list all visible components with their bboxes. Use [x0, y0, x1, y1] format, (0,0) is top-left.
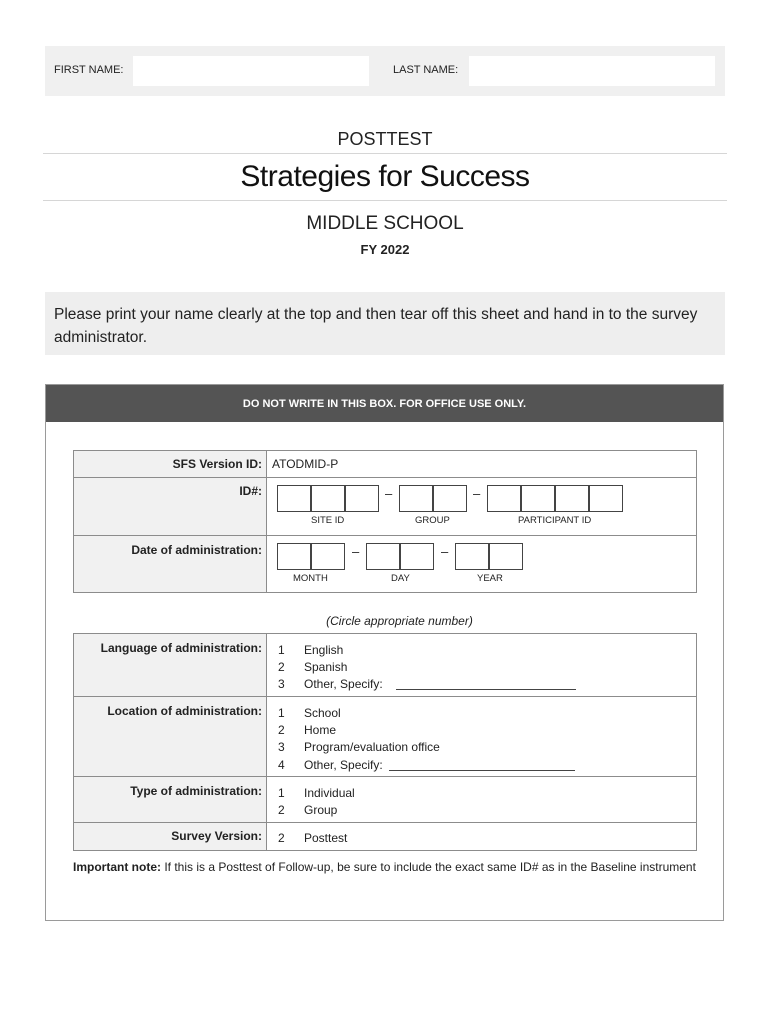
date-dash-1: –	[352, 544, 360, 559]
month-box-1[interactable]	[277, 543, 311, 570]
id-row	[74, 478, 696, 536]
language-options	[267, 634, 696, 696]
site-id-box-1[interactable]	[277, 485, 311, 512]
day-box-2[interactable]	[400, 543, 434, 570]
location-row	[74, 697, 696, 777]
language-label: Language of administration:	[74, 634, 267, 696]
office-use-box	[45, 384, 724, 921]
id-dash-1: –	[385, 486, 393, 501]
version-row	[74, 451, 696, 478]
month-box-2[interactable]	[311, 543, 345, 570]
language-option[interactable]: 3 Other, Specify:	[278, 676, 696, 693]
school-level: MIDDLE SCHOOL	[306, 213, 464, 234]
important-note	[73, 859, 703, 877]
location-option[interactable]: 4 Other, Specify:	[278, 756, 696, 773]
participant-box-1[interactable]	[487, 485, 521, 512]
participant-box-3[interactable]	[555, 485, 589, 512]
location-option[interactable]: 3 Program/evaluation office	[278, 740, 440, 755]
type-option[interactable]: 2 Group	[278, 802, 338, 817]
participant-box-2[interactable]	[521, 485, 555, 512]
year-caption: YEAR	[477, 573, 503, 584]
site-id-box-2[interactable]	[311, 485, 345, 512]
survey-version-options	[267, 823, 696, 850]
location-option[interactable]: 1 School	[278, 705, 341, 720]
important-note-label: Important note:	[73, 860, 161, 874]
first-name-field[interactable]	[133, 56, 369, 86]
last-name-field[interactable]	[469, 56, 715, 86]
date-label: Date of administration:	[74, 536, 267, 592]
type-label: Type of administration:	[74, 777, 267, 822]
id-label: ID#:	[74, 478, 267, 535]
site-id-box-3[interactable]	[345, 485, 379, 512]
language-option[interactable]: 2 Spanish	[278, 659, 348, 674]
survey-version-label: Survey Version:	[74, 823, 267, 850]
circle-instruction: (Circle appropriate number)	[326, 614, 473, 628]
id-entry	[267, 478, 696, 535]
year-box-2[interactable]	[489, 543, 523, 570]
type-row	[74, 777, 696, 823]
title-divider-top	[43, 153, 727, 154]
id-dash-2: –	[473, 486, 481, 501]
site-id-caption: SITE ID	[311, 515, 345, 526]
group-box-1[interactable]	[399, 485, 433, 512]
name-bar	[45, 46, 725, 96]
group-caption: GROUP	[415, 515, 450, 526]
participant-box-4[interactable]	[589, 485, 623, 512]
first-name-label: FIRST NAME:	[54, 64, 124, 76]
type-options	[267, 777, 696, 822]
location-option[interactable]: 2 Home	[278, 722, 337, 737]
title-divider-bottom	[43, 200, 727, 201]
office-use-heading: DO NOT WRITE IN THIS BOX. FOR OFFICE USE ONLY.	[46, 385, 723, 422]
day-caption: DAY	[391, 573, 410, 584]
group-box-2[interactable]	[433, 485, 467, 512]
form-kicker: POSTTEST	[337, 129, 433, 149]
location-options	[267, 697, 696, 776]
location-specify-line[interactable]	[389, 761, 575, 771]
location-label: Location of administration:	[74, 697, 267, 776]
participant-id-caption: PARTICIPANT ID	[518, 515, 592, 526]
instructions-box: Please print your name clearly at the top and then tear off this sheet and hand in to the survey administrator.	[45, 292, 725, 355]
month-caption: MONTH	[293, 573, 328, 584]
fiscal-year: FY 2022	[360, 242, 410, 257]
date-dash-2: –	[441, 544, 449, 559]
last-name-label: LAST NAME:	[393, 64, 459, 76]
year-box-1[interactable]	[455, 543, 489, 570]
date-row	[74, 536, 696, 593]
survey-version-option[interactable]: 2 Posttest	[278, 830, 348, 845]
language-row	[74, 634, 696, 697]
page-title: Strategies for Success	[240, 160, 530, 193]
id-grid	[73, 450, 697, 593]
language-specify-line[interactable]	[396, 680, 576, 690]
day-box-1[interactable]	[366, 543, 400, 570]
type-option[interactable]: 1 Individual	[278, 785, 355, 800]
survey-version-row	[74, 823, 696, 851]
important-note-text: If this is a Posttest of Follow-up, be sure to include the exact same ID# as in the Baseline instrument	[161, 860, 696, 874]
version-label: SFS Version ID:	[74, 451, 267, 477]
language-option[interactable]: 1 English	[278, 642, 344, 657]
version-value: ATODMID-P	[272, 457, 339, 471]
date-entry	[267, 536, 696, 592]
administration-grid	[73, 633, 697, 851]
